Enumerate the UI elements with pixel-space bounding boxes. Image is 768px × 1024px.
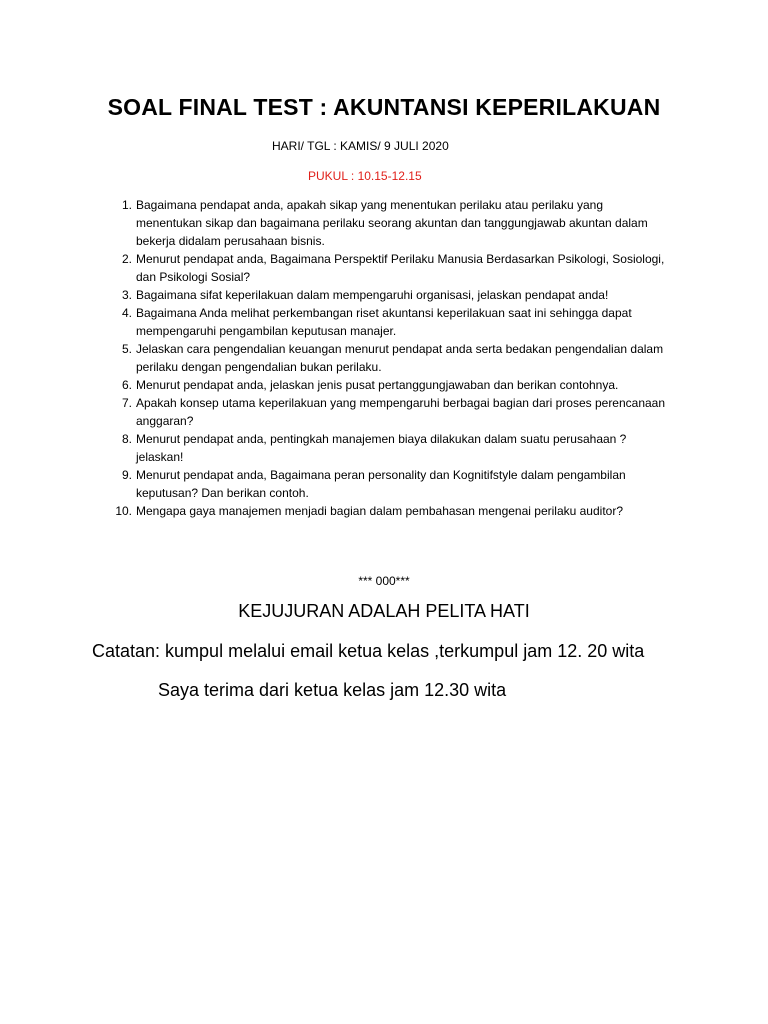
submission-note: Catatan: kumpul melalui email ketua kelas ,terkumpul jam 12. 20 wita [92, 641, 645, 661]
question-text: Jelaskan cara pengendalian keuangan menurut pendapat anda serta bedakan pengendalian dalam perilaku dengan pengendalian bukan perilaku. [136, 342, 664, 374]
question-text: Bagaimana sifat keperilakuan dalam mempengaruhi organisasi, jelaskan pendapat anda! [136, 288, 609, 302]
question-text: Bagaimana Anda melihat perkembangan riset akuntansi keperilakuan saat ini sehingga dapat mempengaruhi pengambilan keputusan manajer. [136, 306, 632, 338]
question-number: 10. [115, 504, 132, 518]
question-item [110, 286, 670, 304]
question-text: Menurut pendapat anda, Bagaimana Perspektif Perilaku Manusia Berdasarkan Psikologi, Sosiologi, dan Psikologi Sosial? [136, 252, 665, 284]
question-item [110, 340, 670, 376]
question-item [110, 430, 670, 466]
question-list [110, 196, 670, 520]
question-item [110, 466, 670, 502]
motto: KEJUJURAN ADALAH PELITA HATI [238, 601, 530, 621]
question-number: 4. [121, 306, 132, 320]
question-number: 9. [121, 468, 132, 482]
question-number: 1. [121, 198, 132, 212]
question-item [110, 502, 670, 520]
question-item [110, 394, 670, 430]
question-number: 8. [121, 432, 132, 446]
question-number: 3. [121, 288, 132, 302]
question-item [110, 250, 670, 286]
question-item [110, 376, 670, 394]
question-number: 6. [121, 378, 132, 392]
question-text: Apakah konsep utama keperilakuan yang mempengaruhi berbagai bagian dari proses perencanaan anggaran? [136, 396, 666, 428]
question-text: Mengapa gaya manajemen menjadi bagian dalam pembahasan mengenai perilaku auditor? [136, 504, 623, 518]
received-note: Saya terima dari ketua kelas jam 12.30 wita [158, 680, 507, 700]
exam-date: HARI/ TGL : KAMIS/ 9 JULI 2020 [272, 139, 449, 153]
question-number: 2. [121, 252, 132, 266]
question-text: Menurut pendapat anda, jelaskan jenis pusat pertanggungjawaban dan berikan contohnya. [136, 378, 619, 392]
exam-time: PUKUL : 10.15-12.15 [308, 169, 422, 183]
question-item [110, 196, 670, 250]
document-title: SOAL FINAL TEST : AKUNTANSI KEPERILAKUAN [107, 94, 661, 120]
question-text: Menurut pendapat anda, Bagaimana peran personality dan Kognitifstyle dalam pengambilan keputusan? Dan berikan contoh. [136, 468, 626, 500]
section-separator: *** 000*** [358, 574, 410, 588]
question-number: 5. [121, 342, 132, 356]
question-number: 7. [121, 396, 132, 410]
question-text: Menurut pendapat anda, pentingkah manajemen biaya dilakukan dalam suatu perusahaan ? jelaskan! [136, 432, 627, 464]
question-text: Bagaimana pendapat anda, apakah sikap yang menentukan perilaku atau perilaku yang menentukan sikap dan bagaimana perilaku seorang akuntan dan tanggungjawab akuntan dalam bekerja didalam perusahaan bisnis. [136, 198, 648, 248]
question-item [110, 304, 670, 340]
